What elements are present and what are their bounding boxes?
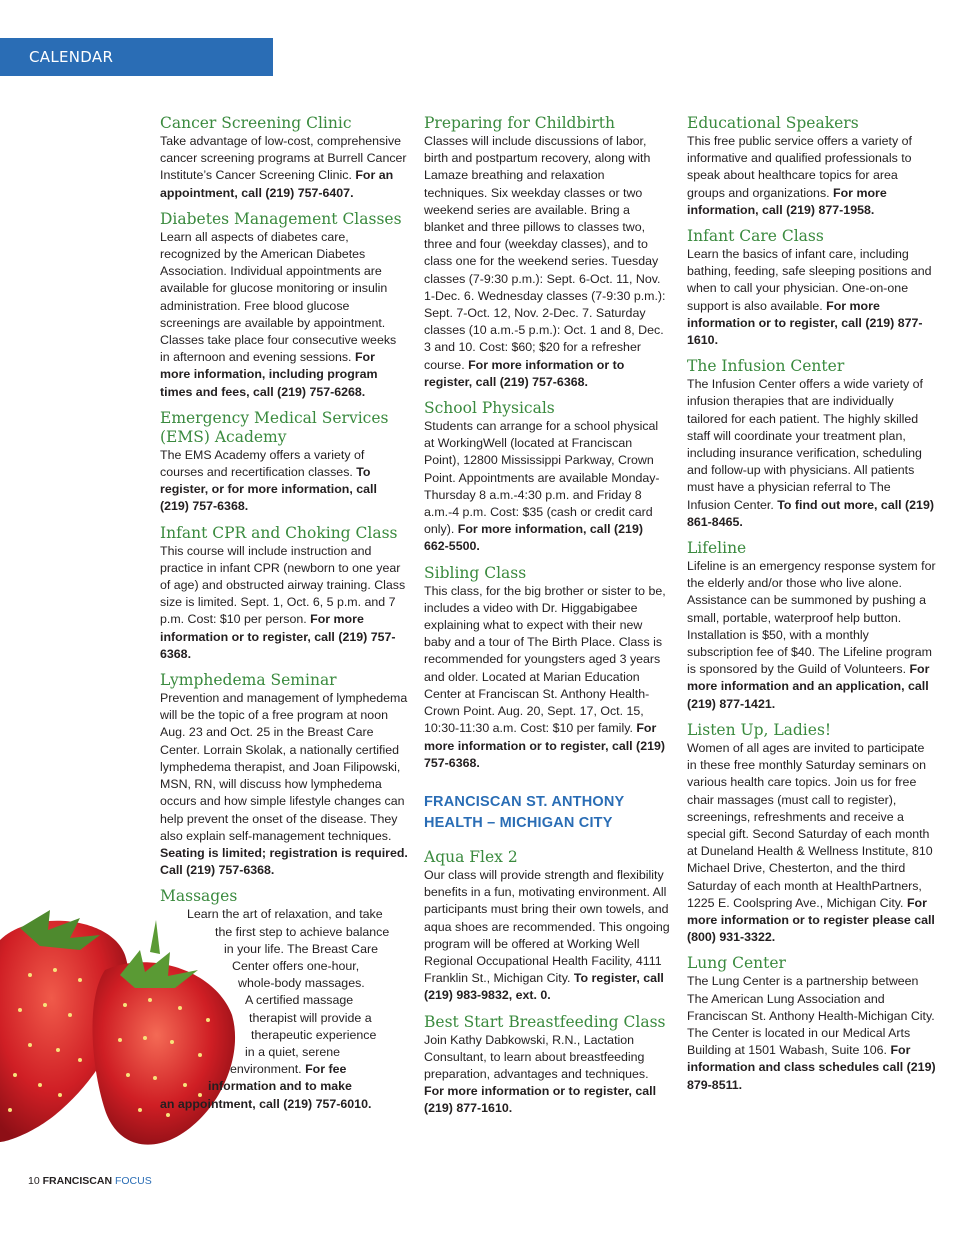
- massage-line: environment. For fee: [230, 1062, 347, 1077]
- footer-brand: FRANCISCAN: [42, 1175, 113, 1187]
- event-body: This course will include instruction and practice in infant CPR (newborn to one year of age) and obstructed airway training. Class size is limited. Sept. 1, Oct. 6, 5 p.m. and 7 p.m. Cost: $10 per person. For more information or to register, call (219) 757-6368.: [160, 543, 406, 661]
- massage-line: Center offers one-hour,: [232, 958, 360, 973]
- event-title: Best Start Breastfeeding Class: [424, 1012, 666, 1031]
- massage-line: information and to make: [208, 1079, 352, 1094]
- event-aqua-flex: [424, 848, 670, 1005]
- event-title: The Infusion Center: [687, 357, 845, 376]
- event-infant-cpr: [160, 524, 408, 663]
- event-childbirth: [424, 114, 670, 391]
- event-breastfeeding: [424, 1013, 670, 1118]
- footer-brand-suffix: FOCUS: [114, 1175, 152, 1187]
- event-body: Women of all ages are invited to participate in these free monthly Saturday seminars on various health care topics. Join us for free chair massages (must call to register), screenings, refreshments and receive a special gift. Second Saturday of each month at Duneland Health & Wellness Institute, 810 Michael Drive, Chesterton, and the third Saturday of each month at HealthPartners, 1225 E. Coolspring Ave., Michigan City. For more information or to register please call (800) 931-3322.: [687, 740, 935, 945]
- column-left: [160, 114, 408, 1121]
- event-body: Students can arrange for a school physical at WorkingWell (located at Franciscan Point), 12800 Mississippi Parkway, Crown Point. Appointments are available Monday-Thursday 8 a.m.-4:30 p.m. and Friday 8 a.m.-4 p.m. Cost: $35 (cash or credit card only). For more information, call (219) 662-5500.: [424, 419, 660, 554]
- event-infant-care: [687, 227, 937, 349]
- massage-line: A certified massage: [245, 993, 354, 1008]
- event-sibling: [424, 564, 670, 772]
- page-number: 10: [28, 1175, 40, 1187]
- section-heading-michigan-city: FRANCISCAN ST. ANTHONY HEALTH – MICHIGAN CITY: [424, 793, 625, 831]
- event-body: This free public service offers a variety of informative and qualified professionals to speak about healthcare topics for area groups and organizations. For more information, call (219) 877-1958.: [687, 134, 912, 217]
- event-school-physicals: [424, 399, 670, 556]
- event-body: This class, for the big brother or sister to be, includes a video with Dr. Higgabigabee explaining what to expect with their new baby and a tour of The Birth Place. Class is recommended for youngsters aged 3 years and older. Located at Marian Education Center at Franciscan St. Anthony Health-Crown Point. Aug. 20, Sept. 17, Oct. 15, 10:30-11:30 a.m. Cost: $10 per family. For more information or to register, call (219) 757-6368.: [424, 583, 666, 770]
- event-body: Join Kathy Dabkowski, R.N., Lactation Consultant, to learn about breastfeeding preparation, advantages and techniques. For more information or to register, call (219) 877-1610.: [424, 1032, 657, 1116]
- event-body: Classes will include discussions of labor, birth and postpartum recovery, along with Lamaze breathing and relaxation techniques. Six weekday classes or two weekend series are available. Bring a blanket and three pillows to classes two, three and four (weekday classes), and to class one for the weekend series. Tuesday classes (7-9:30 p.m.): Sept. 6-Oct. 11, Nov. 1-Dec. 6. Wednesday classes (7-9:30 p.m.): Sept. 7-Oct. 12, Nov. 2-Dec. 7. Saturday classes (10 a.m.-5 p.m.): Oct. 1 and 8, Dec. 3 and 10. Cost: $60; $20 for a refresher course. For more information or to register, call (219) 757-6368.: [424, 134, 666, 389]
- event-body: The Infusion Center offers a wide variety of infusion therapies that are individually tailored for each patient. The highly skilled staff will coordinate your treatment plan, including insurance verification, scheduling and follow-up with physicians. All patients must have a physician referral to The Infusion Center. To find out more, call (219) 861-8465.: [687, 377, 934, 529]
- event-title: Listen Up, Ladies!: [687, 720, 832, 739]
- event-title: Lymphedema Seminar: [160, 671, 337, 690]
- massage-line: in a quiet, serene: [245, 1044, 341, 1059]
- event-title: Infant Care Class: [687, 227, 824, 246]
- event-title: School Physicals: [424, 399, 555, 418]
- event-massages: [160, 887, 408, 1112]
- event-title: Emergency Medical Services (EMS) Academy: [160, 408, 389, 446]
- event-title: Massages: [160, 887, 238, 906]
- event-title: Preparing for Childbirth: [424, 114, 615, 132]
- event-diabetes: [160, 210, 408, 401]
- event-title: Diabetes Management Classes: [160, 209, 402, 228]
- event-title: Educational Speakers: [687, 114, 859, 132]
- column-right: [687, 114, 937, 1102]
- massage-line: whole-body massages.: [238, 976, 365, 991]
- section-tab: CALENDAR: [0, 38, 273, 76]
- event-body: Learn all aspects of diabetes care, recognized by the American Diabetes Association. Individual appointments are available for glucose monitoring or insulin administration. Free blood glucose screenings are available by appointment. Classes take place four consecutive weeks in afternoon and evening sessions. For more information, including program times and fees, call (219) 757-6268.: [160, 229, 397, 399]
- massage-line: therapeutic experience: [251, 1027, 377, 1042]
- column-middle: [424, 114, 670, 1126]
- massage-line: Learn the art of relaxation, and take: [187, 907, 383, 922]
- massage-line: the first step to achieve balance: [215, 924, 390, 939]
- event-lifeline: [687, 539, 937, 713]
- event-body: Our class will provide strength and flexibility benefits in a fun, motivating environment. All participants must bring their own towels, and aqua shoes are recommended. This ongoing program will be offered at Working Well Regional Occupational Health Facility, 4111 Franklin St., Michigan City. To register, call (219) 983-9832, ext. 0.: [424, 867, 670, 1003]
- event-infusion-center: [687, 357, 937, 531]
- event-lymphedema: [160, 671, 408, 879]
- event-cancer-screening: [160, 114, 408, 202]
- event-title: Aqua Flex 2: [424, 847, 518, 866]
- event-educational-speakers: [687, 114, 937, 219]
- event-lung-center: [687, 954, 937, 1093]
- event-title: Lifeline: [687, 539, 747, 558]
- event-body: Learn the basics of infant care, including bathing, feeding, safe sleeping positions and when to call your physician. One-on-one support is also available. For more information or to register, call (219) 877-1610.: [687, 247, 932, 348]
- event-body: The Lung Center is a partnership between The American Lung Association and Franciscan St. Anthony Health-Michigan City. The Center is located in our Medical Arts Building at 1501 Wabash, Suite 106. For information and class schedules call (219) 879-8511.: [687, 974, 936, 1092]
- event-title: Lung Center: [687, 954, 786, 973]
- event-body: The EMS Academy offers a variety of courses and recertification classes. To register, or for more information, call (219) 757-6368.: [160, 447, 377, 514]
- page-footer: [28, 1175, 152, 1187]
- massage-line: in your life. The Breast Care: [224, 941, 379, 956]
- massage-line: an appointment, call (219) 757-6010.: [160, 1096, 372, 1111]
- event-ems: [160, 409, 408, 516]
- event-listen-up: [687, 721, 937, 946]
- event-body: Take advantage of low-cost, comprehensive cancer screening programs at Burrell Cancer Institute’s Cancer Screening Clinic. For an appointment, call (219) 757-6407.: [160, 134, 407, 200]
- event-body: Lifeline is an emergency response system for the elderly and/or those who live alone. Assistance can be summoned by pushing a small, portable, waterproof help button. Installation is $50, with a monthly subscription fee of $40. The Lifeline program is sponsored by the Guild of Volunteers. For more information and an application, call (219) 877-1421.: [687, 559, 936, 711]
- event-body: Prevention and management of lymphedema will be the topic of a free program at noon Aug. 23 and Oct. 25 in the Breast Care Center. Lorrain Skolak, a nationally certified lymphedema therapist, and Joan Filipowski, MSN, RN, will discuss how lymphedema occurs and how simple lifestyle changes can help prevent the onset of the disease. They also explain self-management techniques. Seating is limited; registration is required. Call (219) 757-6368.: [160, 691, 408, 878]
- event-title: Infant CPR and Choking Class: [160, 523, 398, 542]
- event-title: Sibling Class: [424, 563, 527, 582]
- event-title: Cancer Screening Clinic: [160, 114, 352, 132]
- massage-line: therapist will provide a: [249, 1010, 372, 1025]
